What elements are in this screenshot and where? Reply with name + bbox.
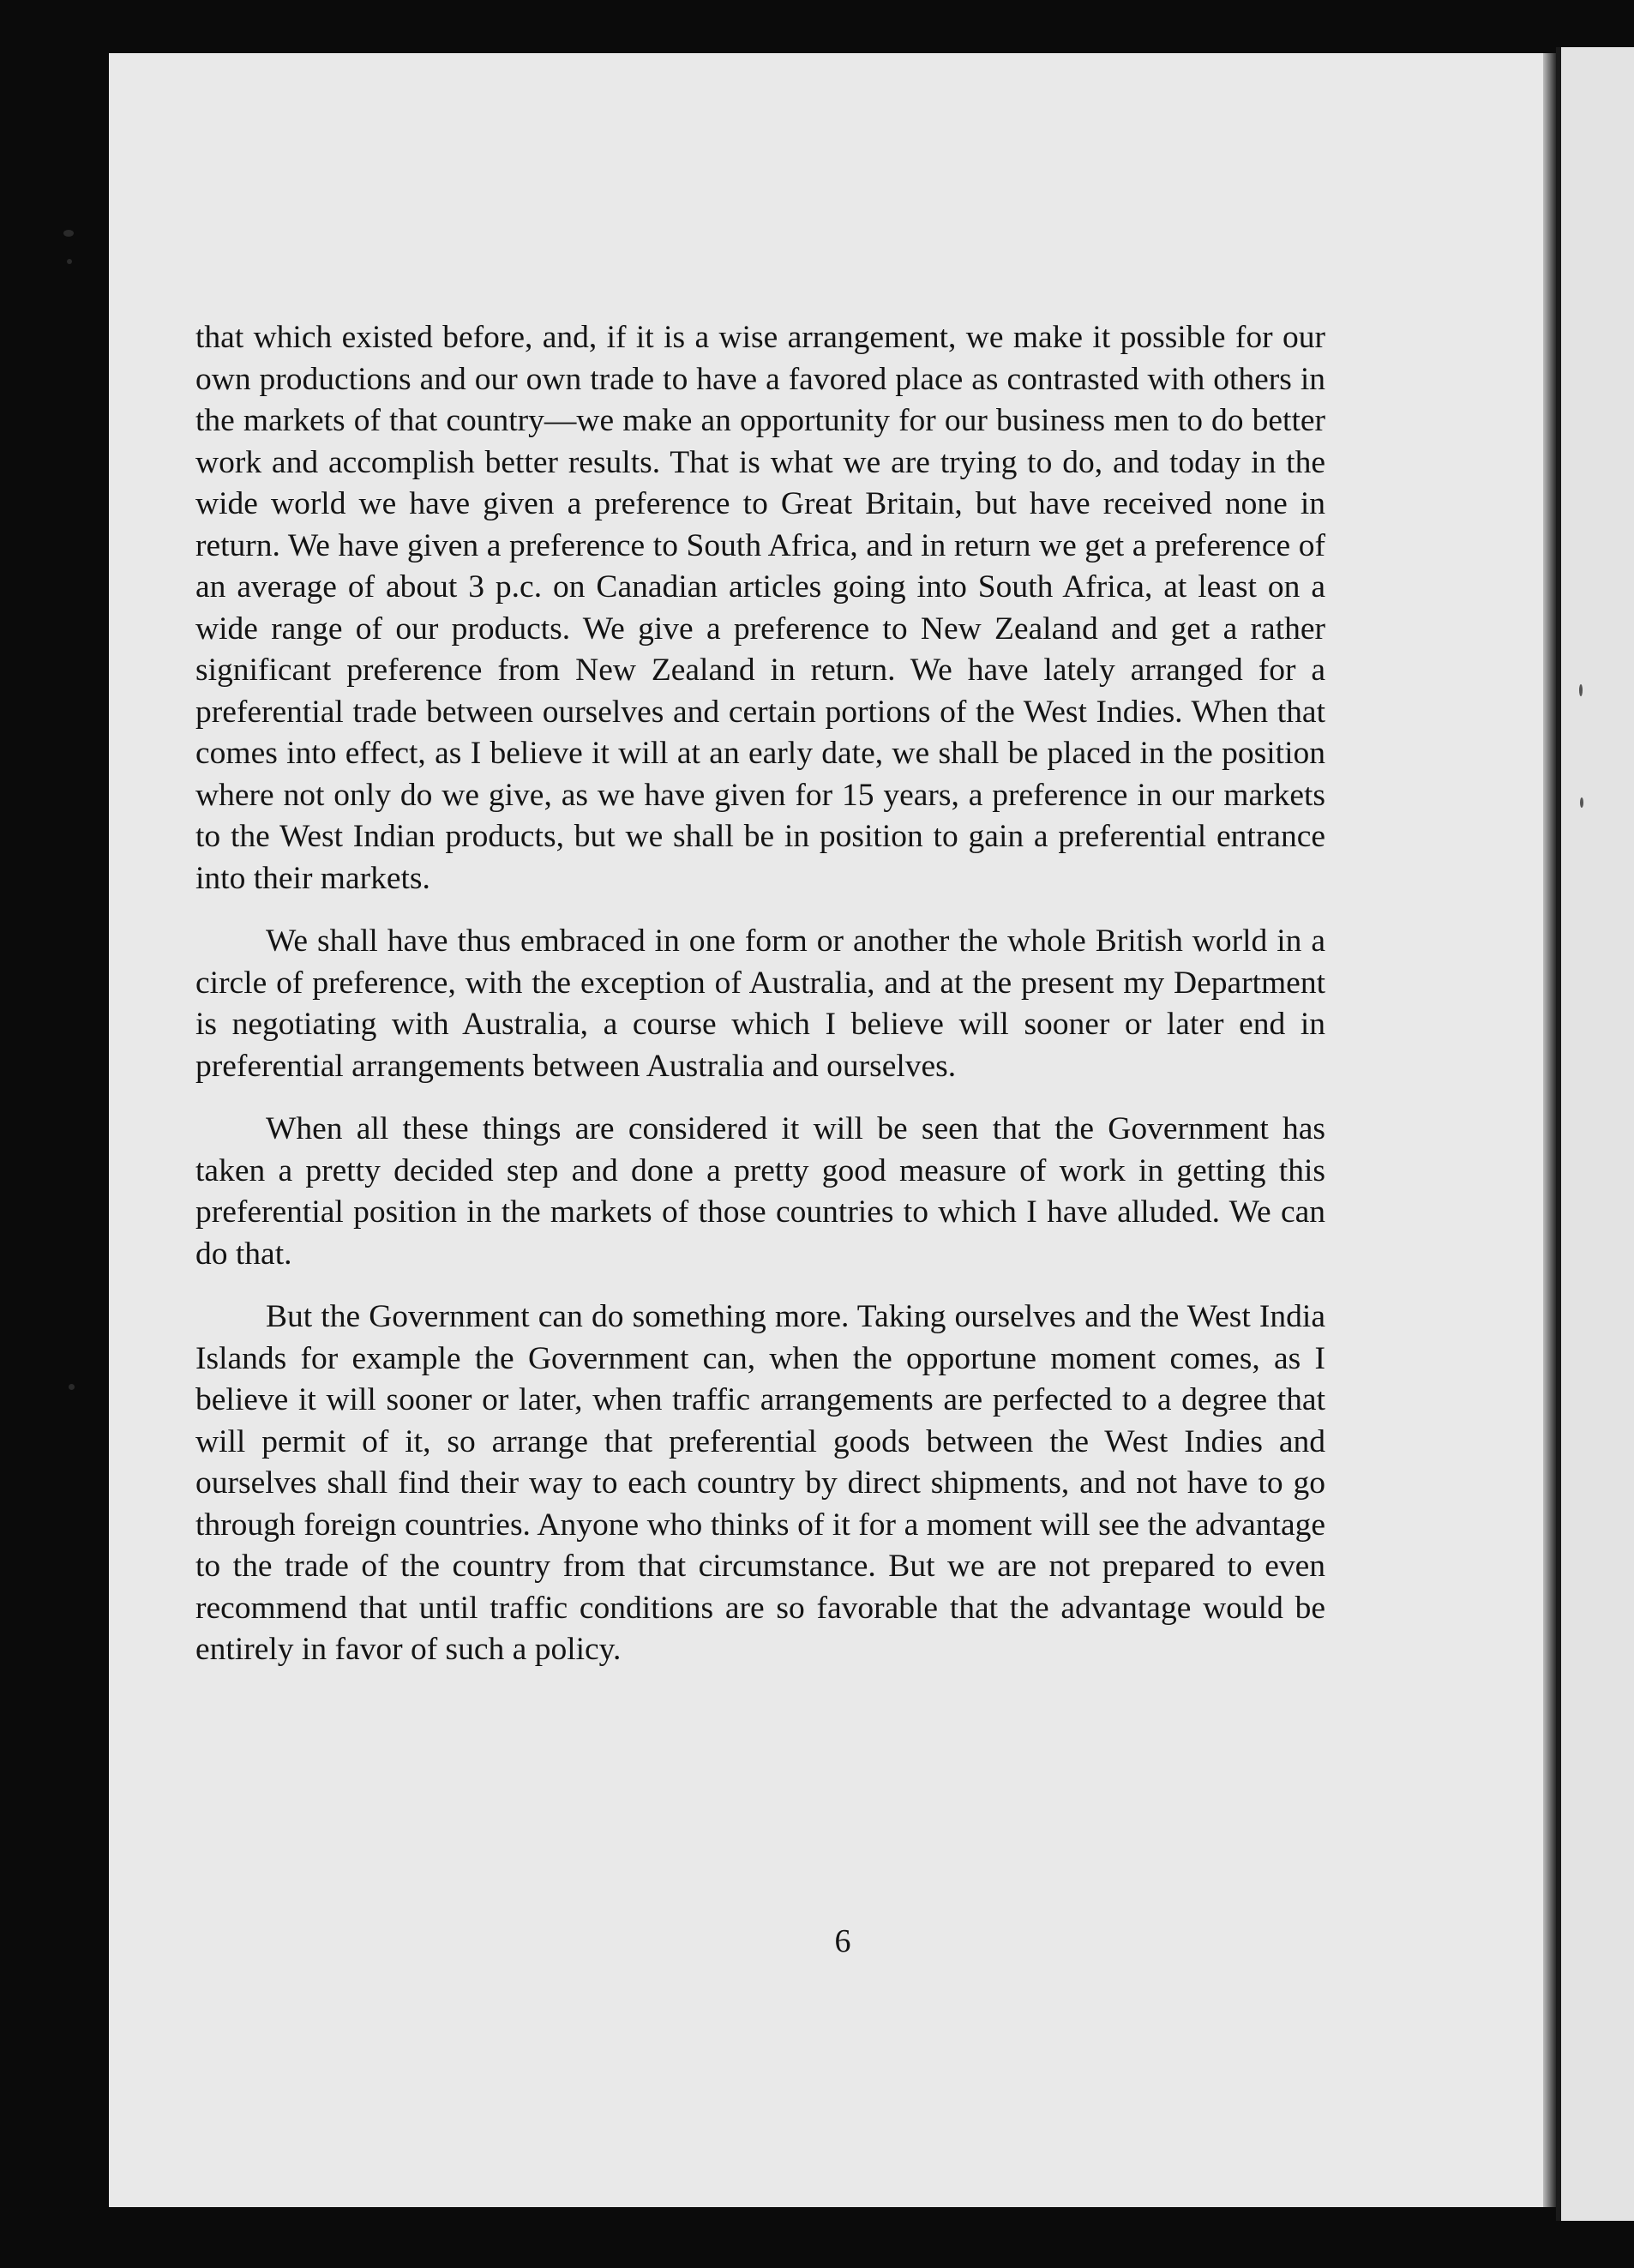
book-gutter bbox=[1543, 53, 1556, 2207]
paragraph: When all these things are considered it will be seen that the Government has taken a pretty decided step and done a pretty good measure of work in getting this preferential position in the markets of those countries to which I have alluded. We can do that. bbox=[195, 1111, 1325, 1272]
scan-speck bbox=[67, 259, 72, 264]
scan-speck bbox=[63, 230, 74, 237]
scan-speck bbox=[1580, 797, 1583, 808]
scan-speck bbox=[69, 1384, 75, 1390]
right-page-edge bbox=[1556, 47, 1634, 2221]
page-number: 6 bbox=[834, 1923, 851, 1959]
paragraph: We shall have thus embraced in one form or another the whole British world in a circle of preference, with the exception of Australia, and at the present my Department is negotiating with Australia, a course which I believe will sooner or later end in preferential arrangements between Australia and ourselves. bbox=[195, 923, 1325, 1084]
paragraph: that which existed before, and, if it is a wise arrangement, we make it possible for our own productions and our own trade to have a favored place as contrasted with others in the markets of that country—we make an opportunity for our business men to do better work and accomplish better results. That is what we are trying to do, and today in the wide world we have given a preference to Great Britain, but have received none in return. We have given a preference to South Africa, and in return we get a preference of an average of about 3 p.c. on Canadian articles going into South Africa, at least on a wide range of our products. We give a preference to New Zealand and get a rather significant preference from New Zealand in return. We have lately arranged for a preferential trade between ourselves and certain portions of the West Indies. When that comes into effect, as I believe it will at an early date, we shall be placed in the position where not only do we give, as we have given for 15 years, a preference in our markets to the West Indian products, but we shall be in position to gain a preferential entrance into their markets. bbox=[195, 320, 1325, 896]
body-text bbox=[195, 317, 1325, 1671]
scan-speck bbox=[1579, 684, 1583, 696]
paragraph: But the Government can do something more. Taking ourselves and the West India Islands for example the Government can, when the opportune moment comes, as I believe it will sooner or later, when traffic arrangements are perfected to a degree that will permit of it, so arrange that preferential goods between the West Indies and ourselves shall find their way to each country by direct shipments, and not have to go through foreign countries. Anyone who thinks of it for a moment will see the advantage to the trade of the country from that circumstance. But we are not prepared to even recommend that until traffic conditions are so favorable that the advantage would be entirely in favor of such a policy. bbox=[195, 1299, 1325, 1667]
